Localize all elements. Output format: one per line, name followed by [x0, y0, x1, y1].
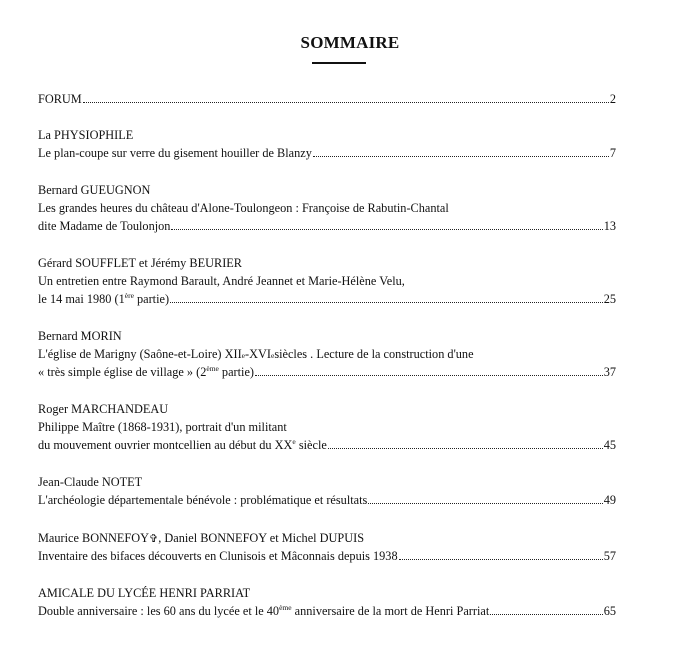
entry-author: La PHYSIOPHILE	[38, 128, 134, 142]
leader-dots	[171, 229, 602, 230]
entry-title-cont: du mouvement ouvrier montcellien au début du XXe siècle	[38, 437, 327, 452]
entry-title-cont: « très simple église de village » (2ème partie)	[38, 364, 255, 379]
toc-entry	[38, 584, 616, 620]
entry-title-cont: le 14 mai 1980 (1ère partie)	[38, 291, 170, 306]
entry-title: L'église de Marigny (Saône-et-Loire) XII e -XVI e siècles . Lecture de la construction d'une	[38, 347, 474, 361]
leader-dots	[490, 614, 602, 615]
toc-entry-forum	[38, 90, 616, 108]
toc-entry	[38, 181, 616, 235]
toc-entry	[38, 473, 616, 509]
entry-author: Gérard SOUFFLET et Jérémy BEURIER	[38, 256, 243, 270]
entry-author: AMICALE DU LYCÉE HENRI PARRIAT	[38, 586, 251, 600]
toc-line	[38, 547, 616, 565]
toc-entry	[38, 400, 616, 454]
leader-dots	[368, 503, 602, 504]
entry-author: Bernard GUEUGNON	[38, 183, 151, 197]
leader-dots	[328, 448, 603, 449]
toc-line	[38, 363, 616, 381]
entry-author: Bernard MORIN	[38, 329, 122, 343]
page-number: 45	[603, 438, 616, 452]
entry-title: Double anniversaire : les 60 ans du lycée et le 40ème anniversaire de la mort de Henri Parriat	[38, 603, 490, 618]
entry-title-cont: dite Madame de Toulonjon	[38, 219, 171, 233]
entry-author: Jean-Claude NOTET	[38, 475, 143, 489]
entry-title: Les grandes heures du château d'Alone-Toulongeon : Françoise de Rabutin-Chantal	[38, 201, 449, 215]
toc-entry	[38, 126, 616, 162]
toc-entry	[38, 529, 616, 565]
page-number: 25	[603, 292, 616, 306]
entry-title: Inventaire des bifaces découverts en Clunisois et Mâconnais depuis 1938	[38, 549, 398, 563]
toc-line	[38, 491, 616, 509]
toc-line	[38, 217, 616, 235]
leader-dots	[399, 559, 603, 560]
toc-line	[38, 90, 616, 108]
entry-title: Le plan-coupe sur verre du gisement houiller de Blanzy	[38, 146, 312, 160]
page-title: SOMMAIRE	[300, 33, 400, 52]
title-underline	[312, 62, 366, 64]
toc-line	[38, 144, 616, 162]
toc-line	[38, 290, 616, 308]
page-number: 57	[603, 549, 616, 563]
toc-line	[38, 436, 616, 454]
page-number: 37	[603, 365, 616, 379]
entry-title: L'archéologie départementale bénévole : problématique et résultats	[38, 493, 368, 507]
toc-line	[38, 602, 616, 620]
leader-dots	[170, 302, 603, 303]
leader-dots	[83, 102, 609, 103]
leader-dots	[313, 156, 609, 157]
page-number: 13	[603, 219, 616, 233]
entry-title: Philippe Maître (1868-1931), portrait d'un militant	[38, 420, 287, 434]
toc-entry	[38, 254, 616, 308]
entry-title: Un entretien entre Raymond Barault, André Jeannet et Marie-Hélène Velu,	[38, 274, 405, 288]
deceased-cross-icon: ✞	[149, 533, 159, 545]
page-number: 2	[609, 92, 616, 106]
page-number: 7	[609, 146, 616, 160]
toc-entry	[38, 327, 616, 381]
leader-dots	[255, 375, 603, 376]
entry-author: Maurice BONNEFOY ✞ , Daniel BONNEFOY et Michel DUPUIS	[38, 529, 616, 547]
entry-author: FORUM	[38, 92, 82, 106]
page-number: 49	[603, 493, 616, 507]
page-number: 65	[603, 604, 616, 618]
entry-author: Roger MARCHANDEAU	[38, 402, 169, 416]
